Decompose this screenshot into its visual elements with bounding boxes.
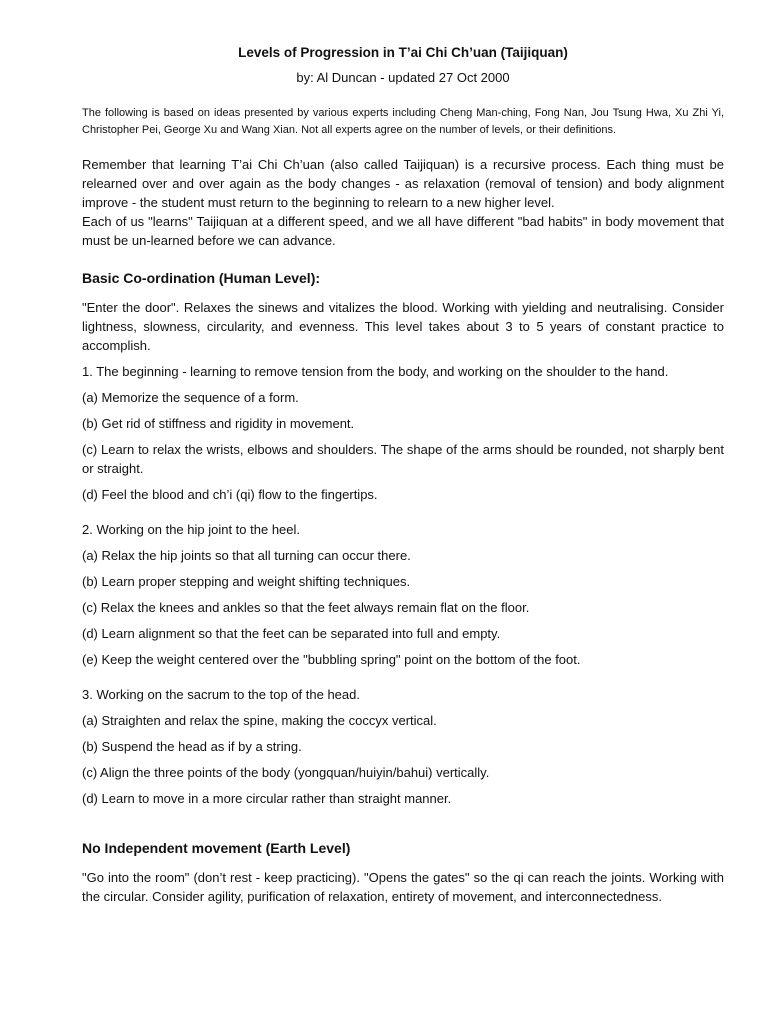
- list-item: (c) Align the three points of the body (yongquan/huiyin/bahui) vertically.: [82, 765, 490, 780]
- list-item: (c) Learn to relax the wrists, elbows and shoulders. The shape of the arms should be rounded, not sharply bent or straight.: [82, 442, 724, 476]
- list-item: (c) Relax the knees and ankles so that the feet always remain flat on the floor.: [82, 600, 530, 615]
- list-item: (a) Memorize the sequence of a form.: [82, 390, 299, 405]
- list-item: (b) Suspend the head as if by a string.: [82, 739, 302, 754]
- list-item: (d) Learn alignment so that the feet can be separated into full and empty.: [82, 626, 501, 641]
- section-heading-earth-level: No Independent movement (Earth Level): [82, 840, 351, 856]
- document-title: Levels of Progression in T’ai Chi Ch’uan (Taijiquan): [238, 45, 568, 60]
- list-item: (b) Learn proper stepping and weight shifting techniques.: [82, 574, 411, 589]
- recursive-process-paragraph: Remember that learning T’ai Chi Ch’uan (also called Taijiquan) is a recursive process. Each thing must be relearned over and over again as the body changes - as relaxation (removal of tension) and body alignment improve - the student must return to the beginning to relearn to a new higher level.: [82, 157, 724, 210]
- intro-paragraph: The following is based on ideas presented by various experts including Cheng Man-ching, Fong Nan, Jou Tsung Hwa, Xu Zhi Yi, Christopher Pei, George Xu and Wang Xian. Not all experts agree on the number of levels, or their definitions.: [82, 107, 724, 136]
- section-description: "Enter the door". Relaxes the sinews and vitalizes the blood. Working with yielding and neutralising. Consider lightness, slowness, circularity, and evenness. This level takes about 3 to 5 years of constant practice to accomplish.: [82, 300, 724, 353]
- part-title: 1. The beginning - learning to remove tension from the body, and working on the shoulder to the hand.: [82, 364, 669, 379]
- part-title: 3. Working on the sacrum to the top of the head.: [82, 687, 360, 702]
- list-item: (d) Feel the blood and ch’i (qi) flow to the fingertips.: [82, 487, 378, 502]
- learning-speed-paragraph: Each of us "learns" Taijiquan at a different speed, and we all have different "bad habits" in body movement that must be un-learned before we can advance.: [82, 214, 724, 248]
- list-item: (b) Get rid of stiffness and rigidity in movement.: [82, 416, 355, 431]
- section-description: "Go into the room" (don’t rest - keep practicing). "Opens the gates" so the qi can reach the joints. Working with the circular. Consider agility, purification of relaxation, entirety of movement, and interconnectedness.: [82, 870, 724, 904]
- list-item: (d) Learn to move in a more circular rather than straight manner.: [82, 791, 452, 806]
- list-item: (a) Relax the hip joints so that all turning can occur there.: [82, 548, 411, 563]
- section-heading-human-level: Basic Co-ordination (Human Level):: [82, 270, 321, 286]
- author-byline: by: Al Duncan - updated 27 Oct 2000: [296, 70, 510, 85]
- part-title: 2. Working on the hip joint to the heel.: [82, 522, 301, 537]
- list-item: (e) Keep the weight centered over the "bubbling spring" point on the bottom of the foot.: [82, 652, 581, 667]
- list-item: (a) Straighten and relax the spine, making the coccyx vertical.: [82, 713, 437, 728]
